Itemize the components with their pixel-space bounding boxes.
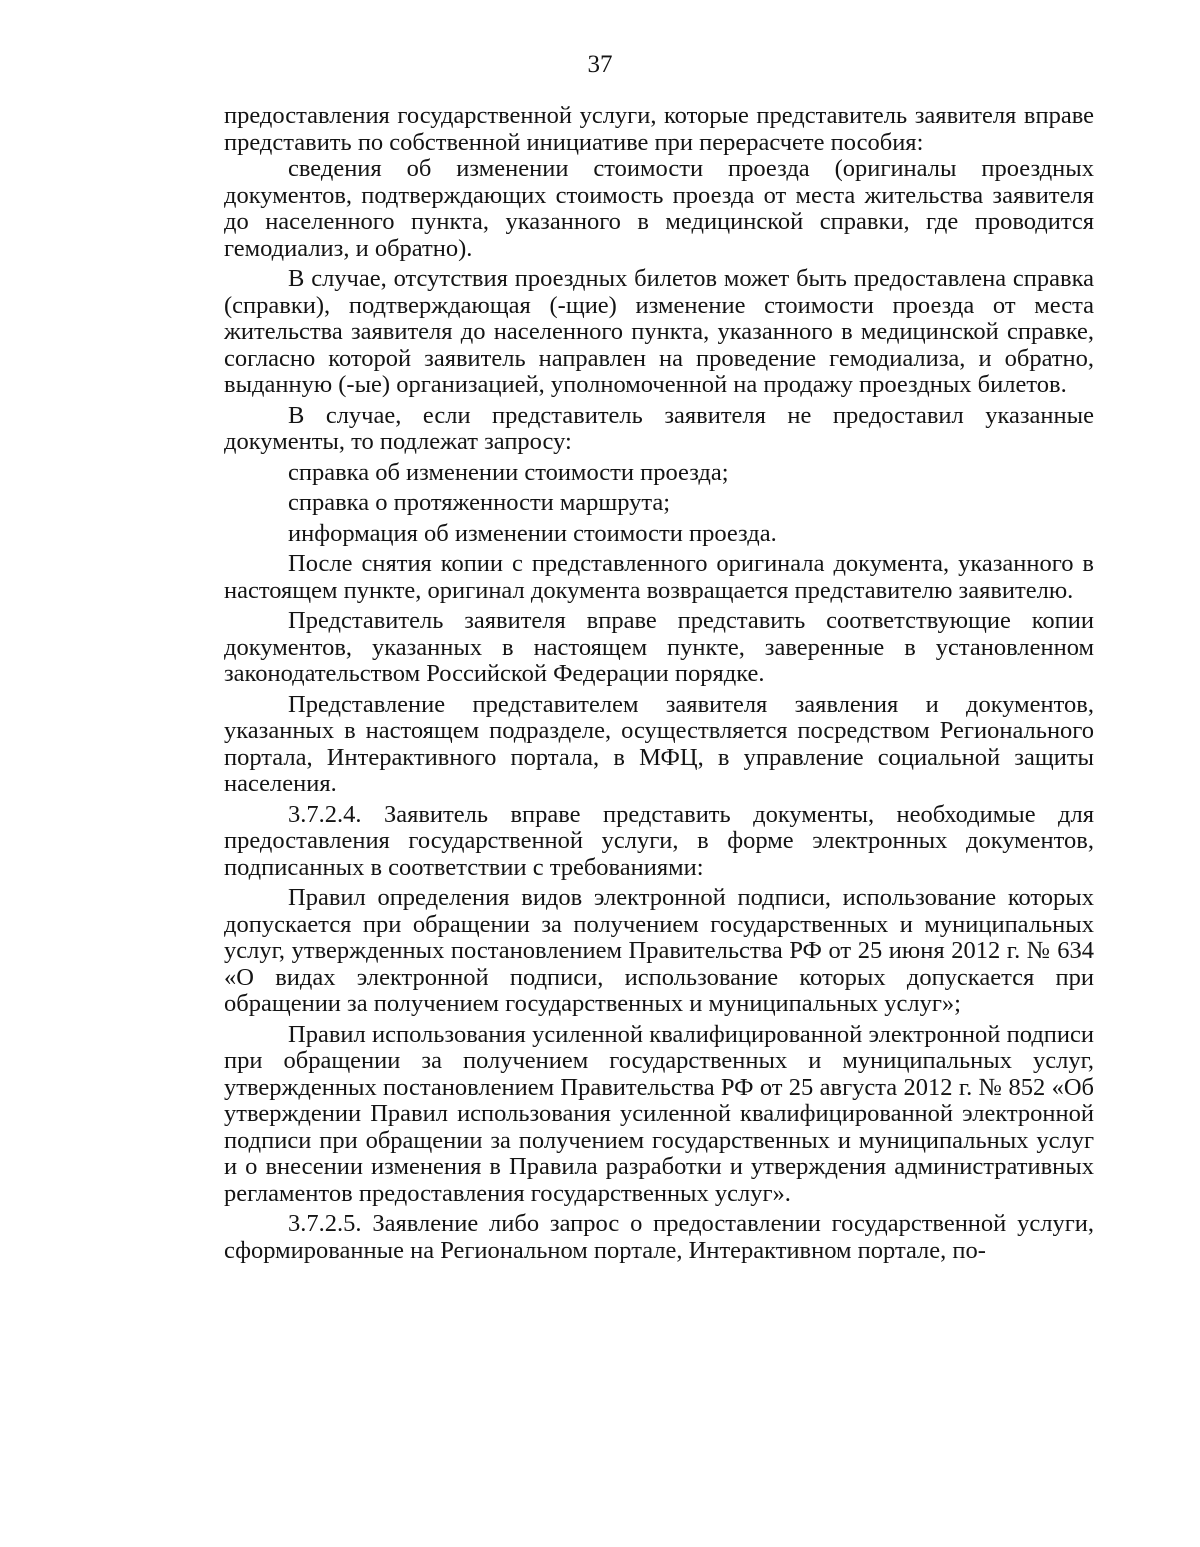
document-body (224, 103, 1094, 1264)
paragraph-5: После снятия копии с представленного оригинала документа, указанного в настоящем пункте, оригинал документа возвращается представителю заявителю. (224, 550, 1094, 604)
paragraph-1: предоставления государственной услуги, которые представитель заявителя вправе представить по собственной инициативе при перерасчете пособия: (224, 102, 1094, 156)
paragraph-9: Правил определения видов электронной подписи, использование которых допускается при обращении за получением государственных и муниципальных услуг, утвержденных постановлением Правительства РФ от 25 июня 2012 г. № 634 «О видах электронной подписи, использование которых допускается при обращении за получением государственных и муниципальных услуг»; (224, 884, 1094, 1017)
paragraph-2: сведения об изменении стоимости проезда (оригиналы проездных документов, подтверждающих стоимость проезда от места жительства заявителя до населенного пункта, указанного в медицинской справки, где проводится гемодиализ, и обратно). (224, 155, 1094, 262)
paragraph-11: 3.7.2.5. Заявление либо запрос о предоставлении государственной услуги, сформированные на Региональном портале, Интерактивном портале, по- (224, 1210, 1094, 1264)
paragraph-10: Правил использования усиленной квалифицированной электронной подписи при обращении за получением государственных и муниципальных услуг, утвержденных постановлением Правительства РФ от 25 августа 2012 г. № 852 «Об утверждении Правил использования усиленной квалифицированной электронной подписи при обращении за получением государственных и муниципальных услуг и о внесении изменения в Правила разработки и утверждения административных регламентов предоставления государственных услуг». (224, 1020, 1094, 1207)
paragraph-8: 3.7.2.4. Заявитель вправе представить документы, необходимые для предоставления государственной услуги, в форме электронных документов, подписанных в соответствии с требованиями: (224, 800, 1094, 881)
list-item-2: справка о протяженности маршрута; (288, 489, 671, 516)
list-item-1: справка об изменении стоимости проезда; (288, 458, 729, 486)
list-item-3: информация об изменении стоимости проезда. (288, 519, 777, 547)
paragraph-7: Представление представителем заявителя заявления и документов, указанных в настоящем подразделе, осуществляется посредством Регионального портала, Интерактивного портала, в МФЦ, в управление социальной защиты населения. (224, 690, 1094, 797)
paragraph-6: Представитель заявителя вправе представить соответствующие копии документов, указанных в настоящем пункте, заверенные в установленном законодательством Российской Федерации порядке. (224, 607, 1094, 687)
paragraph-3: В случае, отсутствия проездных билетов может быть предоставлена справка (справки), подтверждающая (-щие) изменение стоимости проезда от места жительства заявителя до населенного пункта, указанного в медицинской справке, согласно которой заявитель направлен на проведение гемодиализа, и обратно, выданную (-ые) организацией, уполномоченной на продажу проездных билетов. (224, 265, 1094, 398)
page-number: 37 (587, 51, 613, 78)
paragraph-4: В случае, если представитель заявителя не предоставил указанные документы, то подлежат запросу: (224, 401, 1094, 455)
